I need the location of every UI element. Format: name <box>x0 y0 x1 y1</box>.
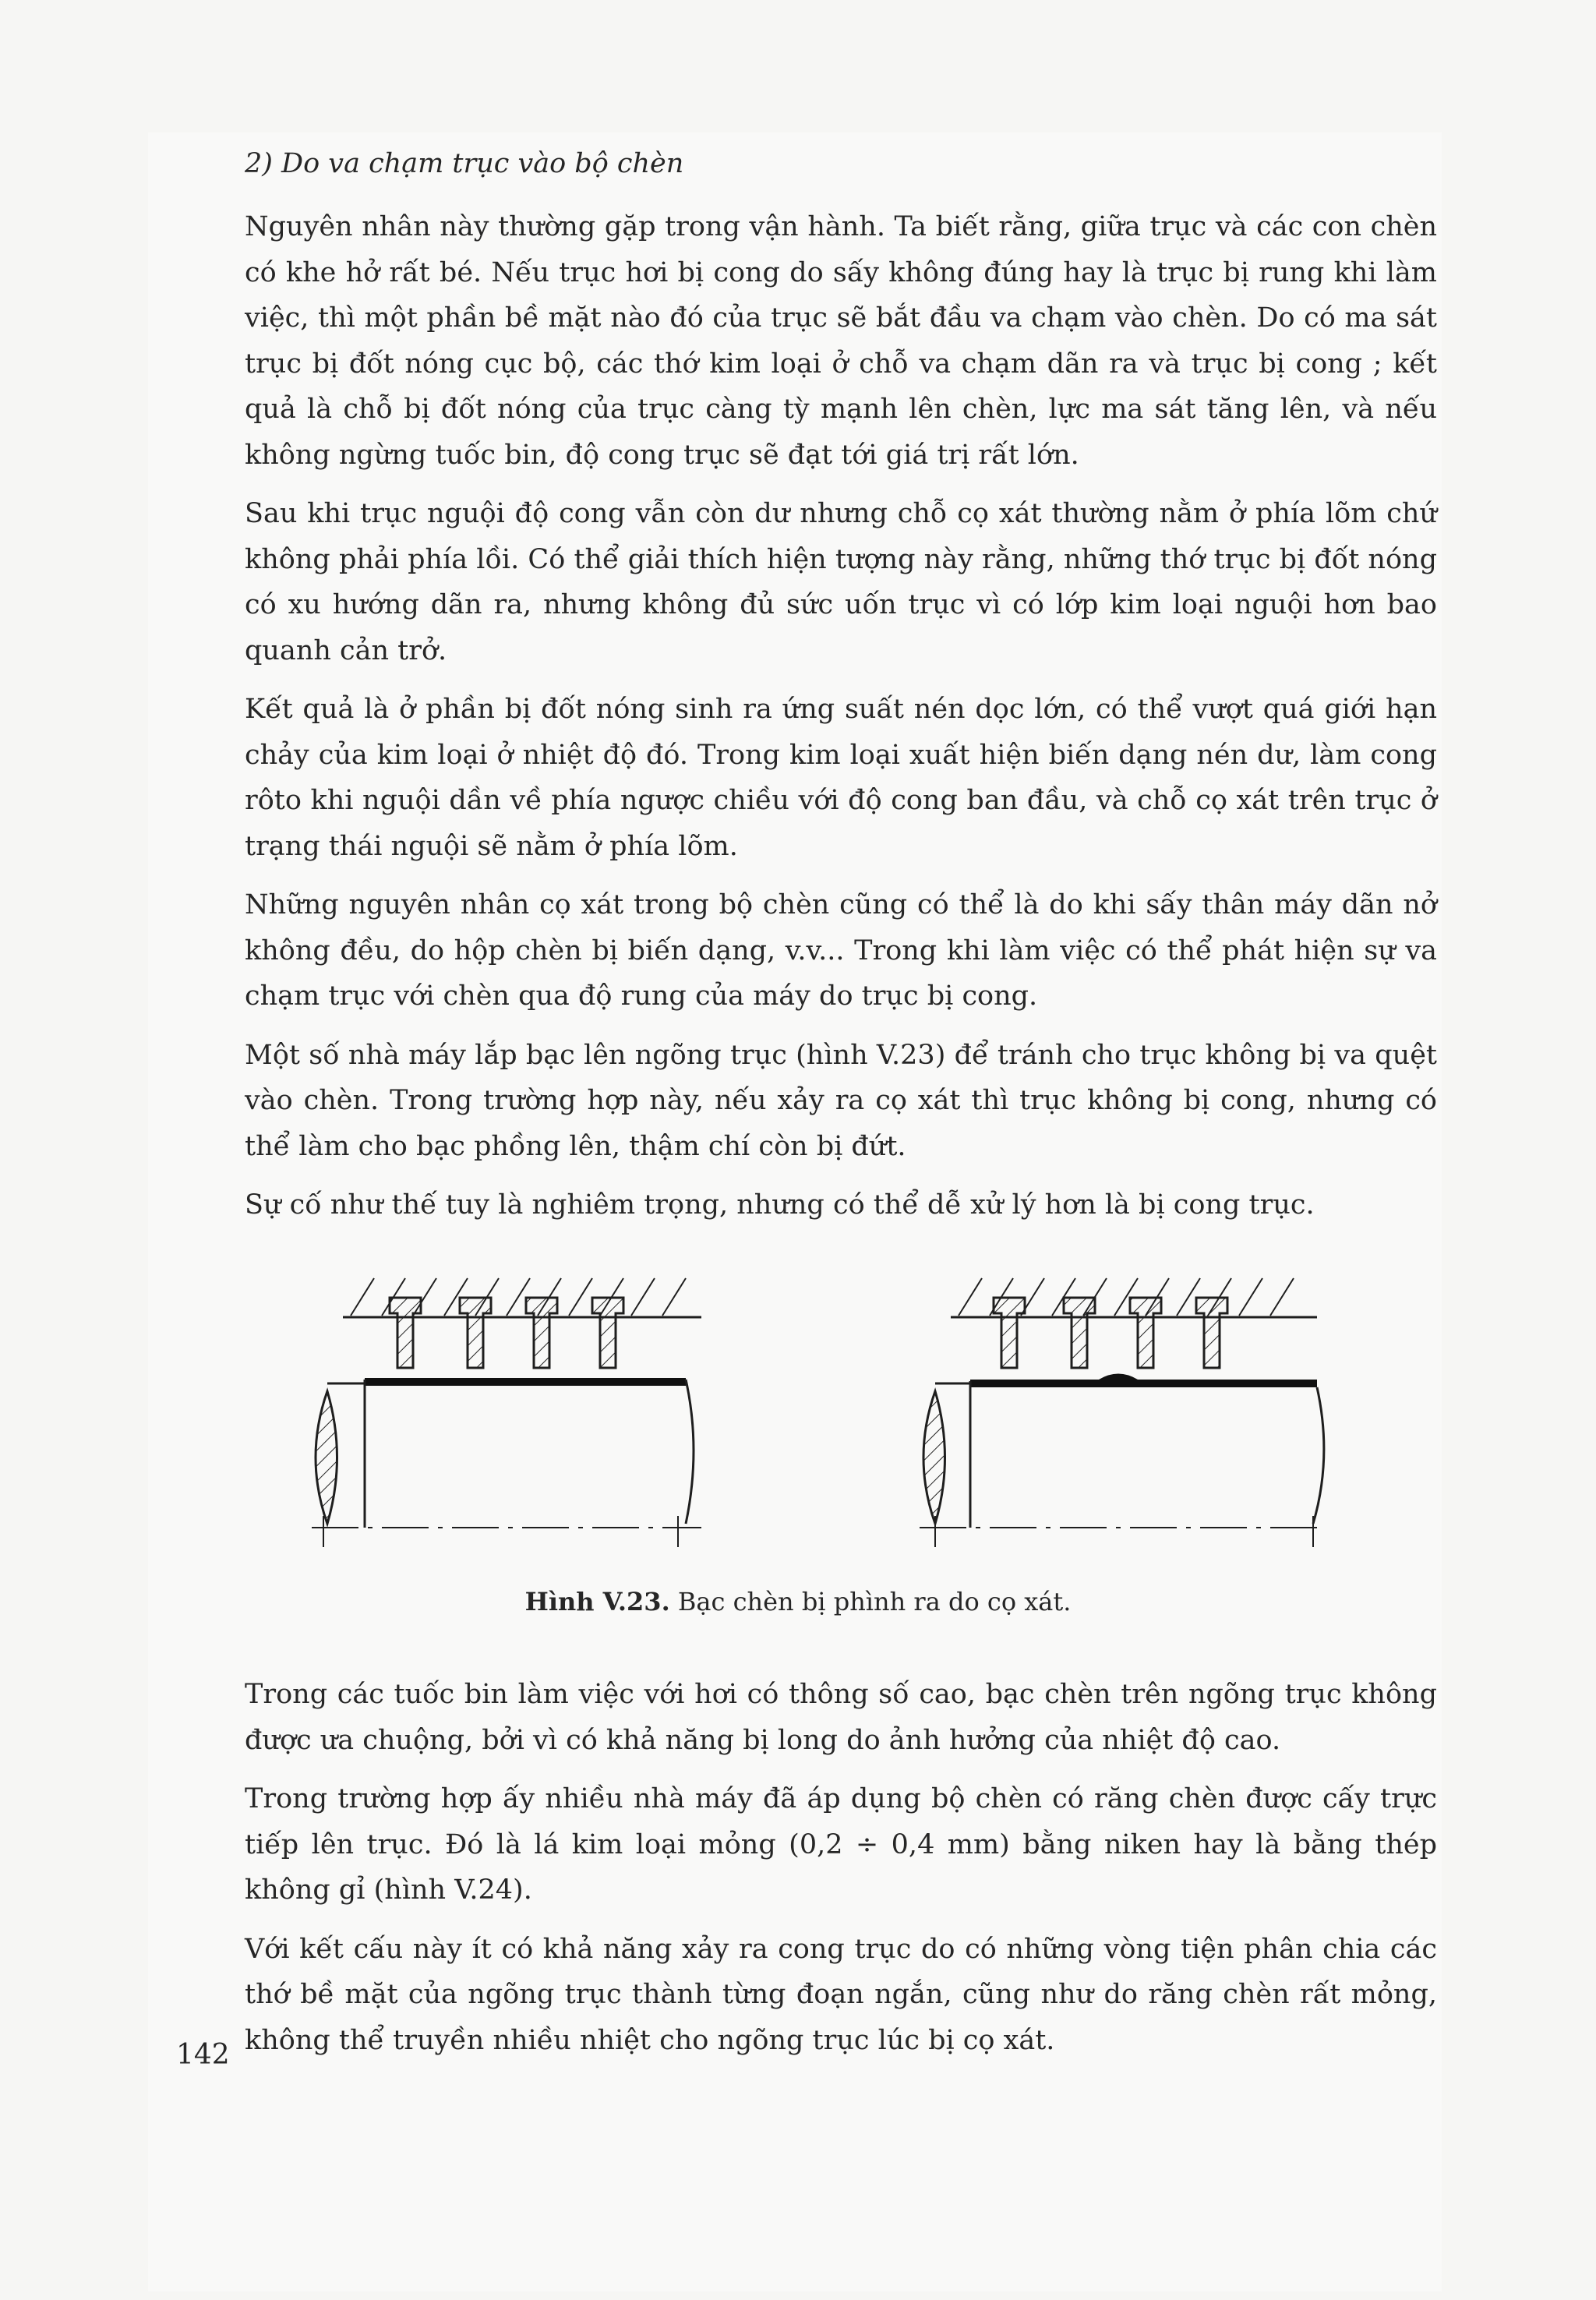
body-text-bottom <box>245 1672 1437 2076</box>
paragraph-1: Nguyên nhân này thường gặp trong vận hành. Ta biết rằng, giữa trục và các con chèn có khe hở rất bé. Nếu trục hơi bị cong do sấy không đúng hay là trục bị rung khi làm việc, thì một phần bề mặt nào đó của trục sẽ bắt đầu va chạm vào chèn. Do có ma sát trục bị đốt nóng cục bộ, các thớ kim loại ở chỗ va chạm dãn ra và trục bị cong ; kết quả là chỗ bị đốt nóng của trục càng tỳ mạnh lên chèn, lực ma sát tăng lên, và nếu không ngừng tuốc bin, độ cong trục sẽ đạt tới giá trị rất lớn. <box>245 211 1437 471</box>
paragraph-6: Sự cố như thế tuy là nghiêm trọng, nhưng có thể dễ xử lý hơn là bị cong trục. <box>245 1189 1315 1221</box>
figure-caption-text: Bạc chèn bị phình ra do cọ xát. <box>677 1587 1072 1616</box>
paragraph-2: Sau khi trục nguội độ cong vẫn còn dư nhưng chỗ cọ xát thường nằm ở phía lõm chứ không phải phía lồi. Có thể giải thích hiện tượng này rằng, những thớ trục bị đốt nóng có xu hướng dãn ra, nhưng không đủ sức uốn trục vì có lớp kim loại nguội hơn bao quanh cản trở. <box>245 498 1437 666</box>
right-seal-diagram <box>920 1278 1325 1547</box>
figure-caption-label: Hình V.23. <box>524 1587 670 1616</box>
figure-v23-diagram <box>265 1255 1379 1567</box>
seal-teeth-left <box>390 1298 623 1368</box>
section-heading: 2) Do va chạm trục vào bộ chèn <box>245 148 684 179</box>
body-text-top <box>245 204 1437 1242</box>
paragraph-8: Trong trường hợp ấy nhiều nhà máy đã áp dụng bộ chèn có răng chèn được cấy trực tiếp lên trục. Đó là lá kim loại mỏng (0,2 ÷ 0,4 mm) bằng niken hay là bằng thép không gỉ (hình V.24). <box>245 1783 1437 1906</box>
left-seal-diagram <box>312 1278 701 1547</box>
seal-teeth-right <box>994 1298 1227 1368</box>
page-number: 142 <box>176 2039 230 2071</box>
figure-caption <box>0 1587 1596 1616</box>
paragraph-7: Trong các tuốc bin làm việc với hơi có thông số cao, bạc chèn trên ngõng trục không được ưa chuộng, bởi vì có khả năng bị long do ảnh hưởng của nhiệt độ cao. <box>245 1679 1437 1756</box>
paragraph-4: Những nguyên nhân cọ xát trong bộ chèn cũng có thể là do khi sấy thân máy dãn nở không đều, do hộp chèn bị biến dạng, v.v... Trong khi làm việc có thể phát hiện sự va chạm trục với chèn qua độ rung của máy do trục bị cong. <box>245 889 1437 1012</box>
paragraph-9: Với kết cấu này ít có khả năng xảy ra cong trục do có những vòng tiện phân chia các thớ bề mặt của ngõng trục thành từng đoạn ngắn, cũng như do răng chèn rất mỏng, không thể truyền nhiều nhiệt cho ngõng trục lúc bị cọ xát. <box>245 1933 1437 2056</box>
paragraph-3: Kết quả là ở phần bị đốt nóng sinh ra ứng suất nén dọc lớn, có thể vượt quá giới hạn chảy của kim loại ở nhiệt độ đó. Trong kim loại xuất hiện biến dạng nén dư, làm cong rôto khi nguội dần về phía ngược chiều với độ cong ban đầu, và chỗ cọ xát trên trục ở trạng thái nguội sẽ nằm ở phía lõm. <box>245 694 1437 862</box>
paragraph-5: Một số nhà máy lắp bạc lên ngõng trục (hình V.23) để tránh cho trục không bị va quệt vào chèn. Trong trường hợp này, nếu xảy ra cọ xát thì trục không bị cong, nhưng có thể làm cho bạc phồng lên, thậm chí còn bị đứt. <box>245 1039 1437 1162</box>
